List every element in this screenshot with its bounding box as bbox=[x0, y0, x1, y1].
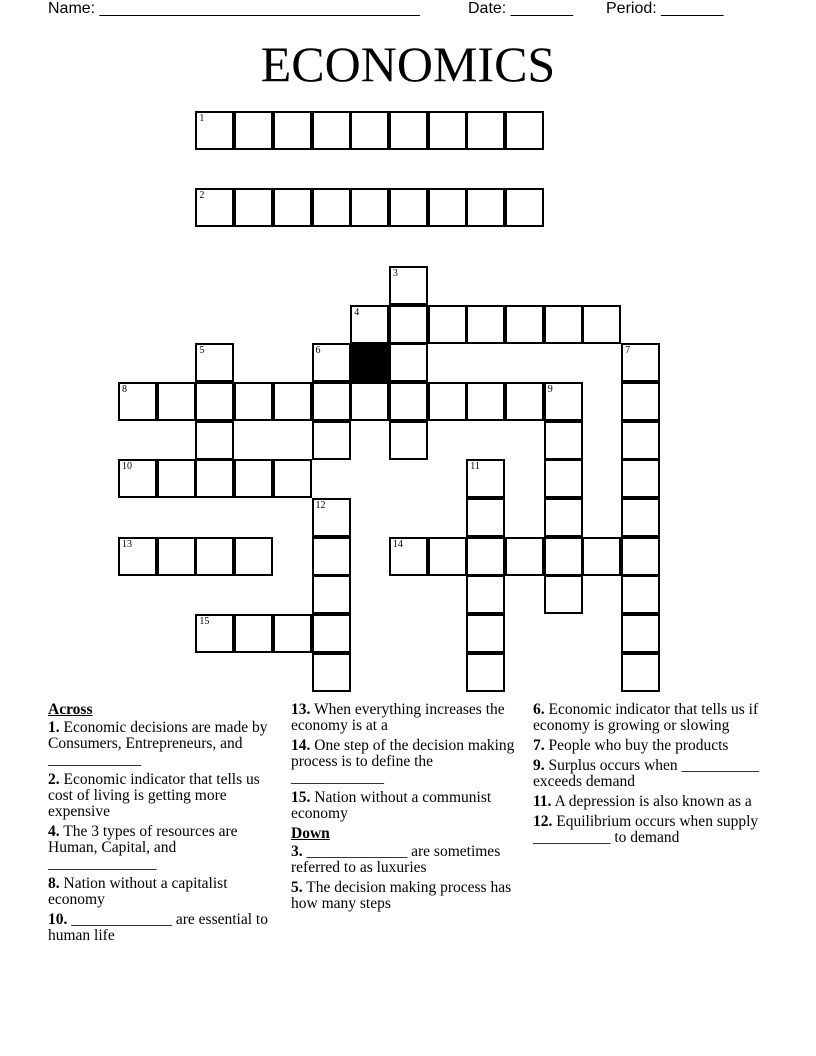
clue-number: 9 bbox=[547, 383, 553, 395]
crossword-cell[interactable] bbox=[234, 188, 273, 227]
crossword-cell[interactable] bbox=[234, 459, 273, 498]
clue-down-12: 12. Equilibrium occurs when supply __________ to demand bbox=[533, 813, 759, 846]
crossword-cell[interactable] bbox=[505, 305, 544, 344]
crossword-cell[interactable] bbox=[273, 382, 312, 421]
crossword-cell[interactable] bbox=[195, 343, 234, 382]
crossword-cell[interactable] bbox=[195, 614, 234, 653]
crossword-cell[interactable] bbox=[428, 305, 467, 344]
crossword-cell[interactable] bbox=[505, 188, 544, 227]
crossword-cell[interactable] bbox=[312, 421, 351, 460]
crossword-cell[interactable] bbox=[389, 188, 428, 227]
clue-number: 2 bbox=[199, 190, 205, 202]
crossword-cell[interactable] bbox=[505, 537, 544, 576]
crossword-cell[interactable] bbox=[157, 537, 196, 576]
crossword-cell[interactable] bbox=[466, 188, 505, 227]
crossword-cell[interactable] bbox=[621, 653, 660, 692]
clue-number: 7 bbox=[625, 345, 631, 357]
crossword-cell[interactable] bbox=[273, 188, 312, 227]
crossword-cell[interactable] bbox=[312, 614, 351, 653]
clue-number: 4 bbox=[354, 306, 360, 318]
crossword-cell[interactable] bbox=[389, 537, 428, 576]
crossword-cell[interactable] bbox=[312, 382, 351, 421]
crossword-cell[interactable] bbox=[544, 305, 583, 344]
crossword-cell[interactable] bbox=[312, 111, 351, 150]
crossword-cell[interactable] bbox=[157, 382, 196, 421]
crossword-cell[interactable] bbox=[544, 575, 583, 614]
crossword-cell[interactable] bbox=[118, 459, 157, 498]
crossword-cell[interactable] bbox=[389, 382, 428, 421]
name-field-label: Name: ____________________________________ bbox=[48, 0, 420, 17]
crossword-cell[interactable] bbox=[389, 343, 428, 382]
clue-number: 1 bbox=[199, 113, 205, 124]
clue-down-11: 11. A depression is also known as a bbox=[533, 793, 752, 810]
clue-across-2: 2. Economic indicator that tells us cost of living is getting more expensive bbox=[48, 771, 260, 820]
crossword-cell[interactable] bbox=[582, 305, 621, 344]
crossword-cell[interactable] bbox=[195, 111, 234, 150]
crossword-cell[interactable] bbox=[118, 537, 157, 576]
crossword-cell[interactable] bbox=[312, 498, 351, 537]
crossword-cell[interactable] bbox=[350, 111, 389, 150]
crossword-cell[interactable] bbox=[621, 614, 660, 653]
crossword-cell[interactable] bbox=[621, 575, 660, 614]
crossword-cell[interactable] bbox=[389, 421, 428, 460]
crossword-cell[interactable] bbox=[466, 459, 505, 498]
crossword-cell[interactable] bbox=[544, 459, 583, 498]
crossword-cell[interactable] bbox=[582, 537, 621, 576]
page-title: ECONOMICS bbox=[260, 36, 556, 92]
clue-down-7: 7. People who buy the products bbox=[533, 737, 729, 754]
crossword-cell[interactable] bbox=[621, 421, 660, 460]
crossword-cell[interactable] bbox=[466, 575, 505, 614]
clue-number: 10 bbox=[122, 461, 132, 473]
crossword-cell[interactable] bbox=[195, 382, 234, 421]
crossword-cell[interactable] bbox=[273, 459, 312, 498]
crossword-cell[interactable] bbox=[273, 614, 312, 653]
crossword-cell[interactable] bbox=[312, 537, 351, 576]
clue-number: 13 bbox=[122, 538, 132, 550]
crossword-cell[interactable] bbox=[234, 382, 273, 421]
clue-number: 5 bbox=[199, 345, 205, 357]
crossword-cell[interactable] bbox=[505, 111, 544, 150]
clue-number: 6 bbox=[315, 345, 321, 357]
clue-across-1: 1. Economic decisions are made by Consumers, Entrepreneurs, and ____________ bbox=[48, 719, 268, 768]
clue-down-5: 5. The decision making process has how many steps bbox=[291, 879, 512, 912]
crossword-cell[interactable] bbox=[234, 614, 273, 653]
clues-column-2 bbox=[291, 702, 526, 916]
crossword-cell[interactable] bbox=[195, 421, 234, 460]
across-heading: Across bbox=[48, 701, 93, 718]
crossword-cell[interactable] bbox=[312, 343, 351, 382]
crossword-cell[interactable] bbox=[118, 382, 157, 421]
crossword-cell[interactable] bbox=[312, 575, 351, 614]
crossword-cell[interactable] bbox=[195, 188, 234, 227]
crossword-cell[interactable] bbox=[505, 382, 544, 421]
crossword-cell[interactable] bbox=[544, 421, 583, 460]
clue-across-4: 4. The 3 types of resources are Human, Capital, and ______________ bbox=[48, 823, 238, 872]
crossword-cell[interactable] bbox=[621, 343, 660, 382]
crossword-cell[interactable] bbox=[466, 382, 505, 421]
black-square bbox=[350, 343, 389, 382]
crossword-cell[interactable] bbox=[428, 382, 467, 421]
crossword-cell[interactable] bbox=[621, 382, 660, 421]
clue-across-13: 13. When everything increases the economy is at a bbox=[291, 701, 505, 734]
crossword-cell[interactable] bbox=[621, 537, 660, 576]
crossword-cell[interactable] bbox=[195, 537, 234, 576]
crossword-cell[interactable] bbox=[466, 653, 505, 692]
clue-down-6: 6. Economic indicator that tells us if economy is growing or slowing bbox=[533, 701, 759, 734]
crossword-cell[interactable] bbox=[621, 459, 660, 498]
crossword-cell[interactable] bbox=[544, 498, 583, 537]
crossword-cell[interactable] bbox=[466, 111, 505, 150]
clues-column-1 bbox=[48, 702, 283, 948]
crossword-cell[interactable] bbox=[389, 266, 428, 305]
crossword-cell[interactable] bbox=[350, 188, 389, 227]
crossword-cell[interactable] bbox=[234, 111, 273, 150]
clues-column-3 bbox=[533, 702, 773, 850]
crossword-cell[interactable] bbox=[428, 188, 467, 227]
clue-number: 8 bbox=[122, 383, 127, 395]
crossword-cell[interactable] bbox=[312, 188, 351, 227]
clue-across-15: 15. Nation without a communist economy bbox=[291, 789, 492, 822]
clue-number: 15 bbox=[199, 616, 210, 628]
crossword-cell[interactable] bbox=[234, 537, 273, 576]
crossword-cell[interactable] bbox=[389, 111, 428, 150]
clue-number: 12 bbox=[315, 500, 326, 511]
clue-down-3: 3. _____________ are sometimes referred to as luxuries bbox=[291, 843, 501, 876]
crossword-cell[interactable] bbox=[428, 537, 467, 576]
crossword-cell[interactable] bbox=[621, 498, 660, 537]
crossword-cell[interactable] bbox=[544, 537, 583, 576]
clue-across-14: 14. One step of the decision making process is to define the ____________ bbox=[291, 737, 515, 786]
clue-across-8: 8. Nation without a capitalist economy bbox=[48, 875, 228, 908]
crossword-cell[interactable] bbox=[350, 382, 389, 421]
clue-number: 3 bbox=[392, 267, 398, 279]
clue-across-10: 10. _____________ are essential to human life bbox=[48, 911, 268, 944]
crossword-cell[interactable] bbox=[389, 305, 428, 344]
clue-number: 14 bbox=[392, 538, 403, 550]
down-heading: Down bbox=[291, 825, 330, 842]
crossword-cell[interactable] bbox=[544, 382, 583, 421]
crossword-cell[interactable] bbox=[466, 537, 505, 576]
crossword-cell[interactable] bbox=[273, 111, 312, 150]
clue-down-9: 9. Surplus occurs when __________ exceeds demand bbox=[533, 757, 760, 790]
crossword-cell[interactable] bbox=[466, 614, 505, 653]
crossword-cell[interactable] bbox=[312, 653, 351, 692]
crossword-cell[interactable] bbox=[428, 111, 467, 150]
crossword-cell[interactable] bbox=[350, 305, 389, 344]
period-field-label: Period: _______ bbox=[606, 0, 724, 17]
crossword-cell[interactable] bbox=[195, 459, 234, 498]
crossword-cell[interactable] bbox=[466, 305, 505, 344]
date-field-label: Date: _______ bbox=[468, 0, 573, 17]
crossword-cell[interactable] bbox=[157, 459, 196, 498]
clue-number: 11 bbox=[470, 461, 480, 473]
crossword-cell[interactable] bbox=[466, 498, 505, 537]
